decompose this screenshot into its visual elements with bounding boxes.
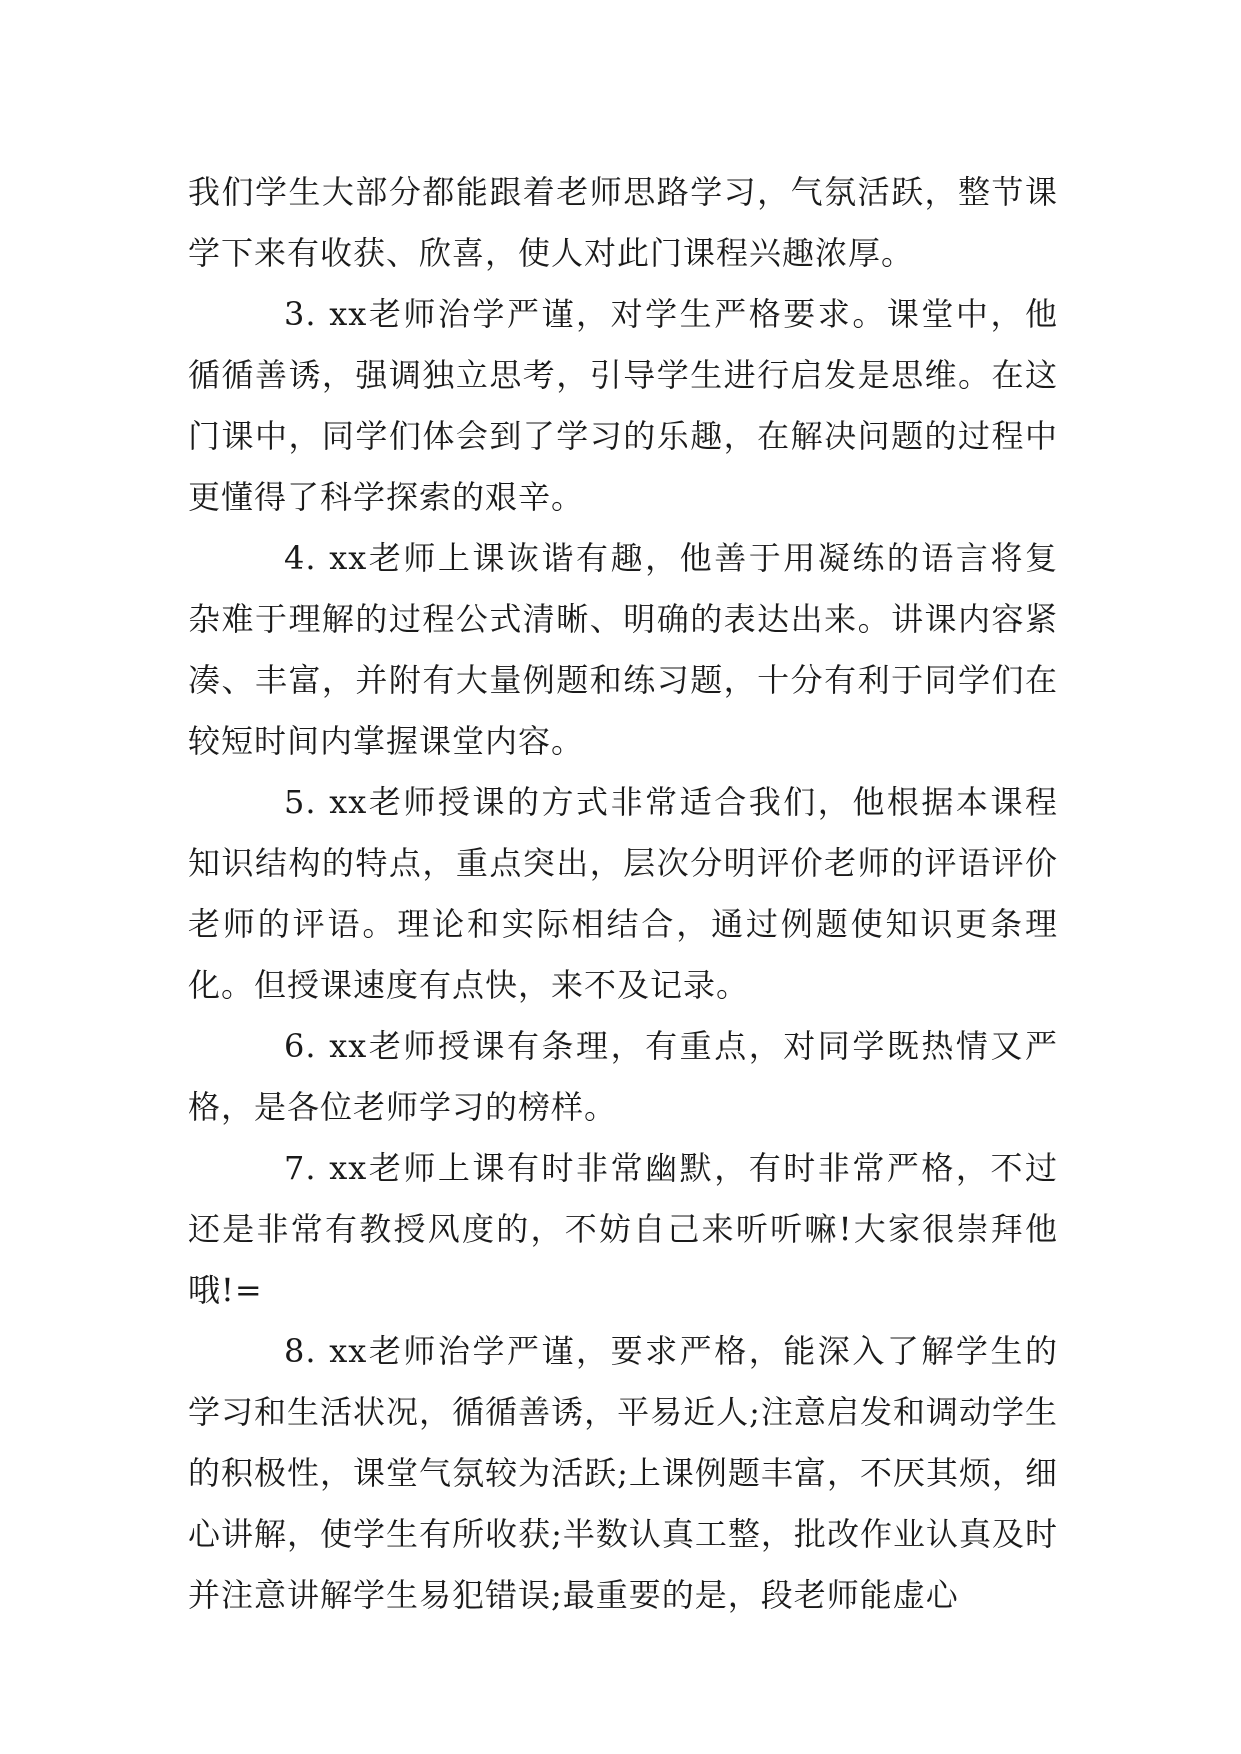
- paragraph-item-6: 6. xx老师授课有条理，有重点，对同学既热情又严格，是各位老师学习的榜样。: [188, 1027, 1058, 1126]
- paragraph-item-4: 4. xx老师上课诙谐有趣，他善于用凝练的语言将复杂难于理解的过程公式清晰、明确的表达出来。讲课内容紧凑、丰富，并附有大量例题和练习题，十分有利于同学们在较短时间内掌握课堂内容。: [188, 539, 1058, 760]
- paragraph-continuation: 我们学生大部分都能跟着老师思路学习，气氛活跃，整节课学下来有收获、欣喜，使人对此门课程兴趣浓厚。: [188, 173, 1058, 272]
- paragraph-item-5: 5. xx老师授课的方式非常适合我们，他根据本课程知识结构的特点，重点突出，层次分明评价老师的评语评价老师的评语。理论和实际相结合，通过例题使知识更条理化。但授课速度有点快，来不及记录。: [188, 783, 1058, 1004]
- paragraph-item-7: 7. xx老师上课有时非常幽默，有时非常严格，不过还是非常有教授风度的，不妨自己来听听嘛!大家很崇拜他哦!=: [188, 1149, 1058, 1309]
- paragraph-item-3: 3. xx老师治学严谨，对学生严格要求。课堂中，他循循善诱，强调独立思考，引导学生进行启发是思维。在这门课中，同学们体会到了学习的乐趣，在解决问题的过程中更懂得了科学探索的艰辛。: [188, 295, 1058, 516]
- body-text: [188, 162, 1058, 1626]
- paragraph-item-8: 8. xx老师治学严谨，要求严格，能深入了解学生的学习和生活状况，循循善诱，平易近人;注意启发和调动学生的积极性，课堂气氛较为活跃;上课例题丰富，不厌其烦，细心讲解，使学生有所收获;半数认真工整，批改作业认真及时并注意讲解学生易犯错误;最重要的是，段老师能虚心: [188, 1332, 1058, 1614]
